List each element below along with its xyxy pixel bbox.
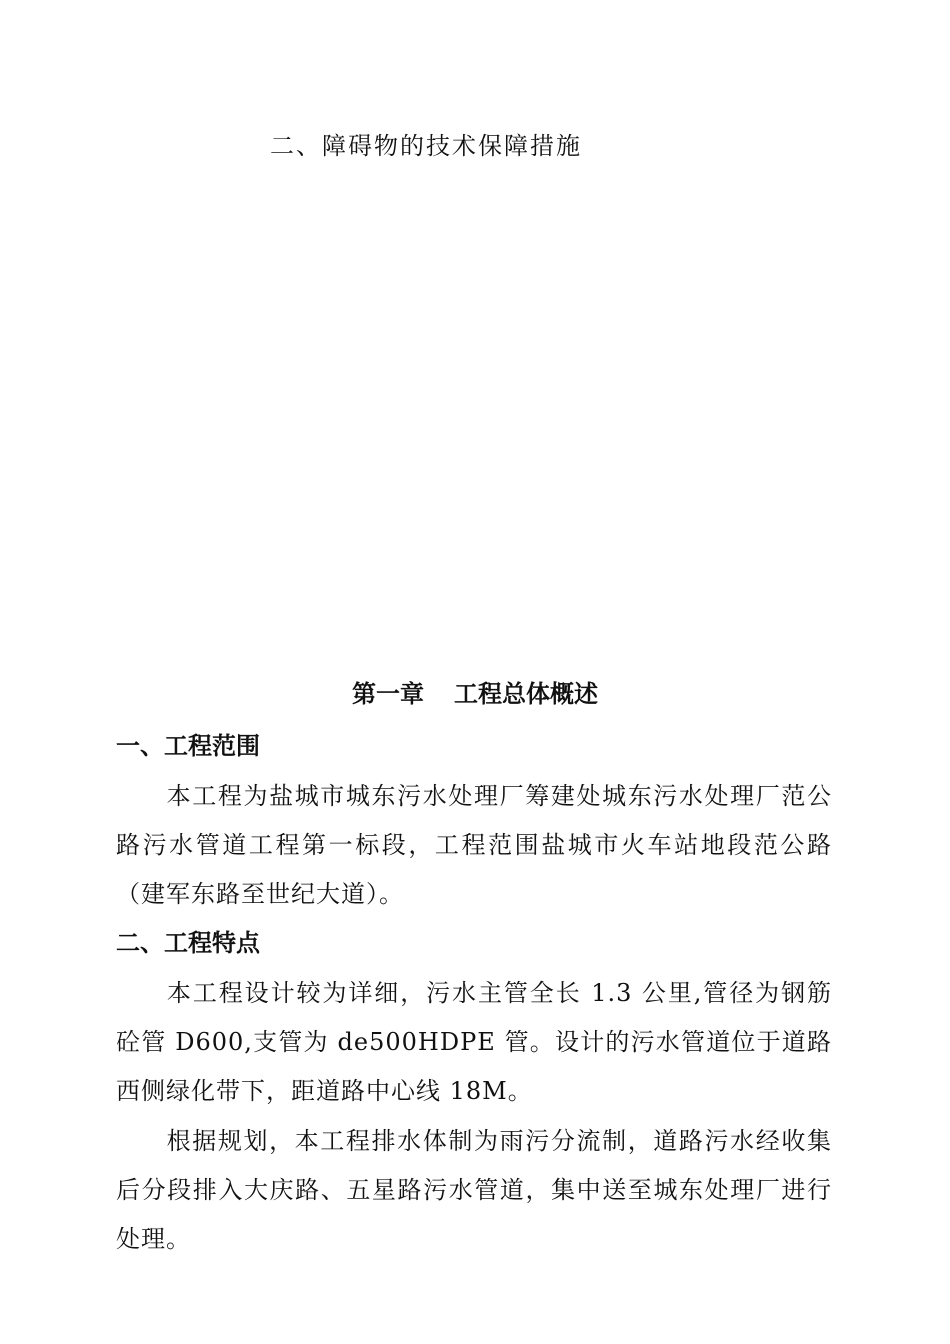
chapter-number: 第一章 [352, 679, 424, 708]
paragraph-features-2 [116, 1117, 832, 1264]
paragraph-scope [116, 772, 832, 919]
section-heading-features: 二、工程特点 [116, 928, 260, 957]
chapter-title [0, 676, 950, 712]
section-heading-scope: 一、工程范围 [116, 731, 260, 760]
paragraph-text: 本工程设计较为详细，污水主管全长 1.3 公里,管径为钢筋砼管 D600,支管为 de500HDPE 管。设计的污水管道位于道路西侧绿化带下，距道路中心线 18M。 [116, 979, 832, 1105]
toc-item: 二、障碍物的技术保障措施 [270, 132, 582, 160]
paragraph-text: 根据规划，本工程排水体制为雨污分流制，道路污水经收集后分段排入大庆路、五星路污水管道，集中送至城东处理厂进行处理。 [116, 1127, 832, 1253]
chapter-name: 工程总体概述 [454, 679, 598, 708]
paragraph-features-1 [116, 969, 832, 1116]
paragraph-text: 本工程为盐城市城东污水处理厂筹建处城东污水处理厂范公路污水管道工程第一标段，工程范围盐城市火车站地段范公路（建军东路至世纪大道）。 [116, 782, 832, 908]
